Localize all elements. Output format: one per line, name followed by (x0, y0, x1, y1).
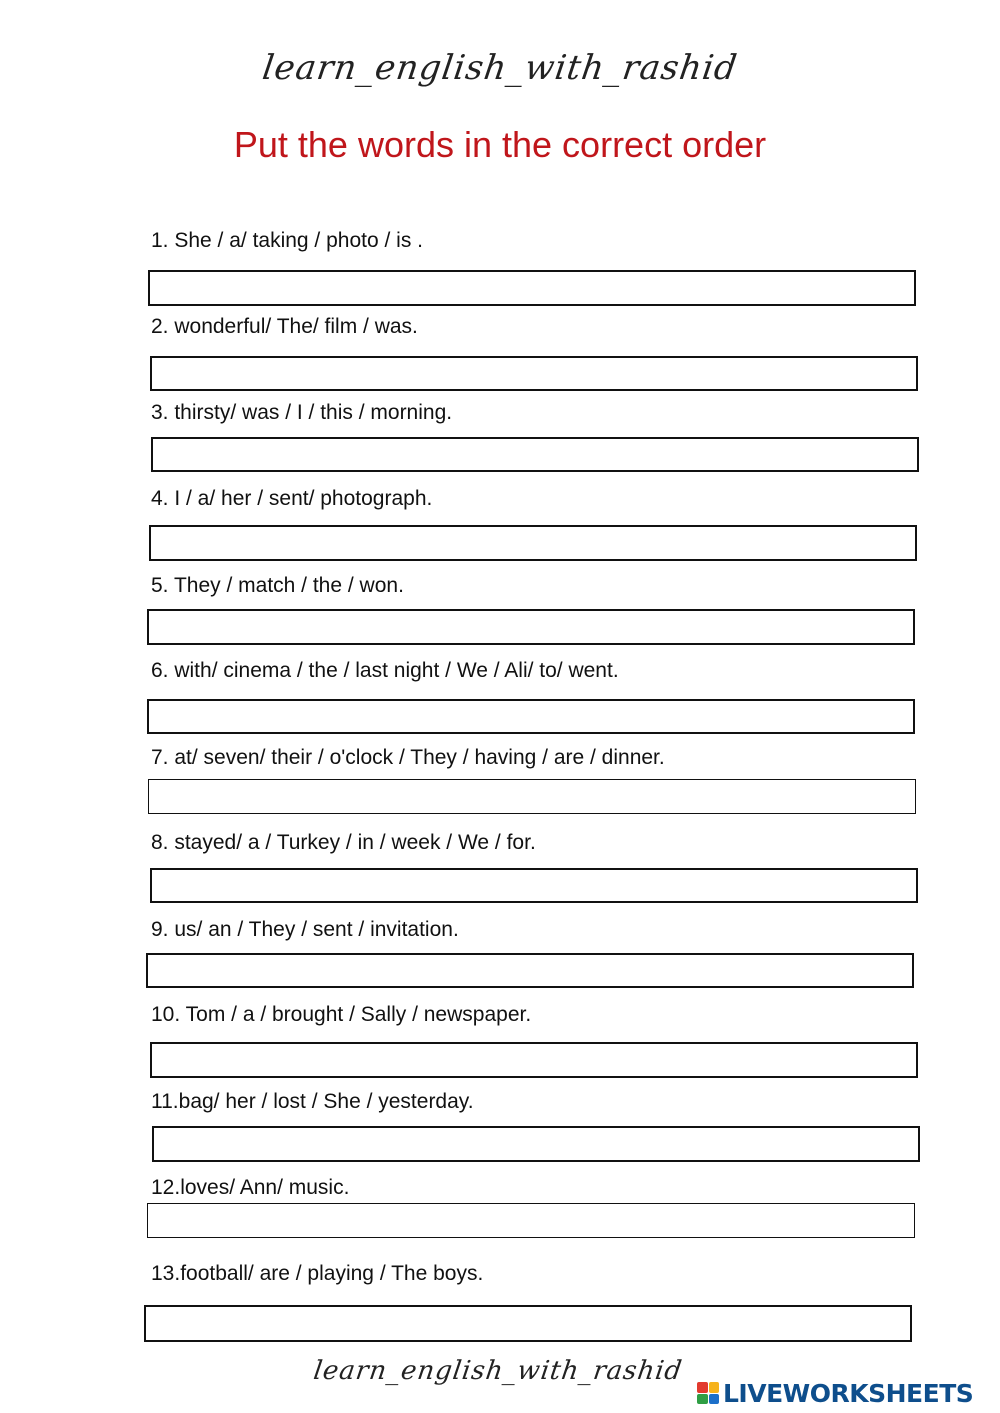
answer-input-4[interactable] (149, 525, 917, 561)
answer-input-5[interactable] (147, 609, 915, 645)
answer-input-3[interactable] (151, 437, 919, 472)
answer-input-9[interactable] (146, 953, 914, 988)
answer-input-1[interactable] (148, 270, 916, 306)
question-10: 10. Tom / a / brought / Sally / newspaper. (151, 1003, 532, 1026)
question-6: 6. with/ cinema / the / last night / We / Ali/ to/ went. (151, 659, 619, 682)
answer-input-6[interactable] (147, 699, 915, 734)
answer-input-10[interactable] (150, 1042, 918, 1078)
brand-name: LIVEWORKSHEETS (723, 1378, 974, 1408)
answer-input-12[interactable] (147, 1203, 915, 1238)
answer-input-2[interactable] (150, 356, 918, 391)
answer-input-13[interactable] (144, 1305, 912, 1342)
question-8: 8. stayed/ a / Turkey / in / week / We / for. (151, 831, 536, 854)
question-9: 9. us/ an / They / sent / invitation. (151, 918, 459, 941)
question-2: 2. wonderful/ The/ film / was. (151, 315, 418, 338)
question-4: 4. I / a/ her / sent/ photograph. (151, 487, 433, 510)
header-signature: learn_english_with_rashid (260, 48, 740, 88)
answer-input-8[interactable] (150, 868, 918, 903)
question-3: 3. thirsty/ was / I / this / morning. (151, 401, 453, 424)
question-1: 1. She / a/ taking / photo / is . (151, 229, 423, 252)
liveworksheets-brand (697, 1378, 973, 1408)
question-12: 12.loves/ Ann/ music. (151, 1176, 350, 1199)
question-5: 5. They / match / the / won. (151, 574, 404, 597)
question-11: 11.bag/ her / lost / She / yesterday. (151, 1090, 474, 1113)
answer-input-7[interactable] (148, 779, 916, 814)
footer-signature: learn_english_with_rashid (311, 1356, 685, 1386)
liveworksheets-logo-icon (697, 1382, 719, 1404)
question-7: 7. at/ seven/ their / o'clock / They / having / are / dinner. (151, 746, 665, 769)
question-13: 13.football/ are / playing / The boys. (151, 1262, 484, 1285)
worksheet-title: Put the words in the correct order (233, 124, 767, 165)
answer-input-11[interactable] (152, 1126, 920, 1162)
